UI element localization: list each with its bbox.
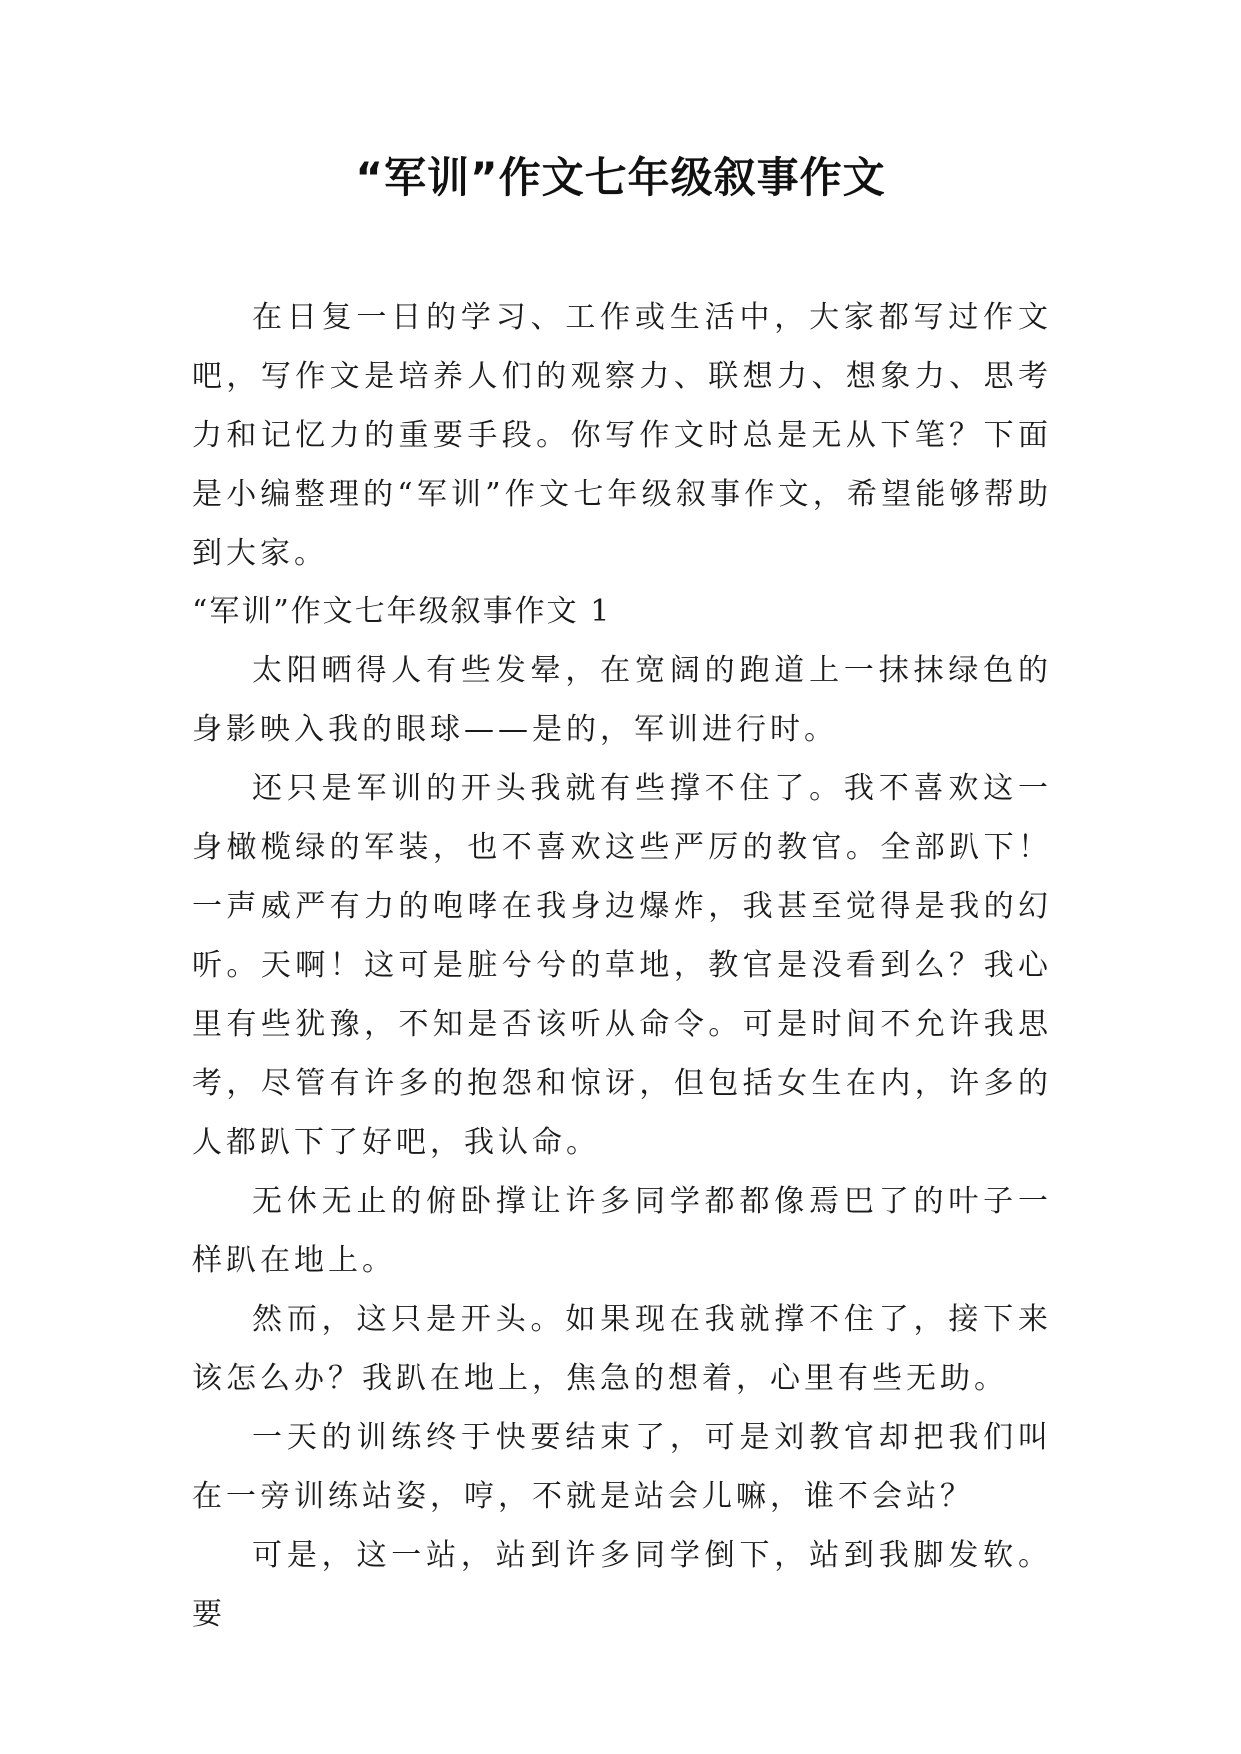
document-title: “军训”作文七年级叙事作文 <box>355 153 886 202</box>
story-paragraph: 还只是军训的开头我就有些撑不住了。我不喜欢这一身橄榄绿的军装，也不喜欢这些严厉的教官。全部趴下！一声威严有力的咆哮在我身边爆炸，我甚至觉得是我的幻听。天啊！这可是脏兮兮的草地，教官是没看到么？我心里有些犹豫，不知是否该听从命令。可是时间不允许我思考，尽管有许多的抱怨和惊讶，但包括女生在内，许多的人都趴下了好吧，我认命。 <box>192 771 1052 1160</box>
story-paragraph: 无休无止的俯卧撑让许多同学都都像焉巴了的叶子一样趴在地上。 <box>192 1184 1052 1278</box>
story-paragraph: 可是，这一站，站到许多同学倒下，站到我脚发软。要 <box>192 1538 1052 1632</box>
story-paragraph: 太阳晒得人有些发晕，在宽阔的跑道上一抹抹绿色的身影映入我的眼球——是的，军训进行时。 <box>192 653 1052 747</box>
story-paragraph: 然而，这只是开头。如果现在我就撑不住了，接下来该怎么办？我趴在地上，焦急的想着，心里有些无助。 <box>192 1302 1052 1396</box>
intro-section <box>192 288 1052 583</box>
story-paragraph: 一天的训练终于快要结束了，可是刘教官却把我们叫在一旁训练站姿，哼，不就是站会儿嘛，谁不会站？ <box>192 1420 1052 1514</box>
story-section <box>192 582 1052 1644</box>
intro-paragraph: 在日复一日的学习、工作或生活中，大家都写过作文吧，写作文是培养人们的观察力、联想力、想象力、思考力和记忆力的重要手段。你写作文时总是无从下笔？下面是小编整理的“军训”作文七年级叙事作文，希望能够帮助到大家。 <box>192 300 1052 571</box>
section-heading: “军训”作文七年级叙事作文 1 <box>192 594 612 629</box>
